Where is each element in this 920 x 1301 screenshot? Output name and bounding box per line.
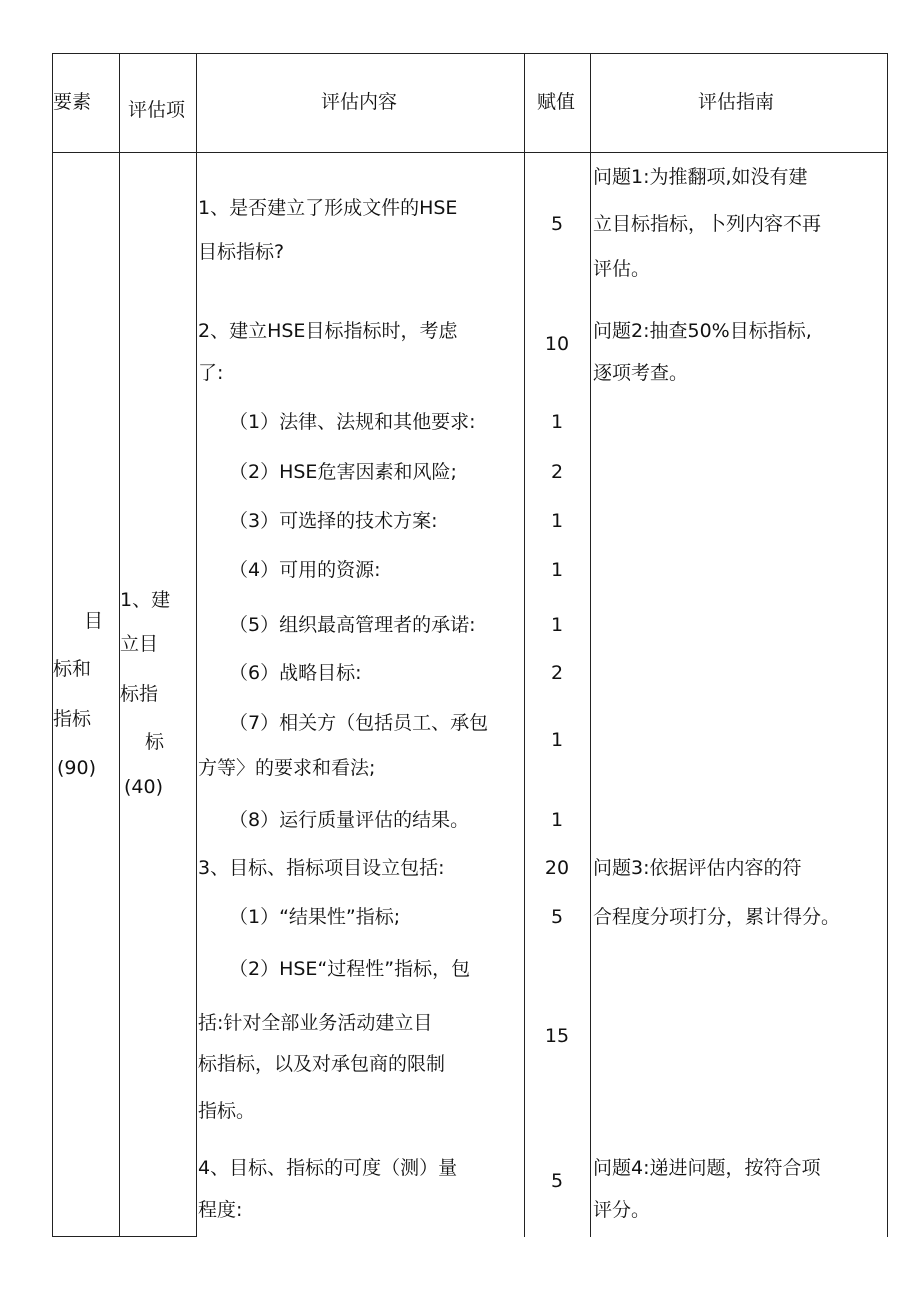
value-2: 10	[544, 333, 570, 355]
header-item: 评估项	[128, 99, 186, 121]
value-2-6: 2	[550, 662, 564, 684]
value-2-5: 1	[550, 614, 564, 636]
content-4-line-2: 程度:	[198, 1199, 243, 1221]
value-4: 5	[550, 1170, 564, 1192]
element-score: (90)	[57, 757, 97, 779]
header-content: 评估内容	[321, 91, 398, 113]
table-header-divider	[52, 152, 888, 153]
table-border-top	[52, 53, 888, 54]
guide-1-line-3: 评估。	[593, 258, 651, 280]
element-line-3: 指标	[53, 708, 92, 730]
value-2-3: 1	[550, 510, 564, 532]
content-2-1: （1）法律、法规和其他要求:	[229, 411, 476, 433]
header-guide: 评估指南	[698, 91, 775, 113]
item-score: (40)	[124, 776, 164, 798]
value-3-1: 5	[550, 906, 564, 928]
guide-3-line-1: 问题3:依据评估内容的符	[593, 857, 802, 879]
content-2-7-line-1: （7）相关方（包括员工、承包	[229, 712, 489, 734]
content-3-2-line-4: 指标。	[198, 1100, 256, 1122]
value-1: 5	[550, 213, 564, 235]
item-line-1: 1、建	[120, 589, 171, 611]
content-2-line-2: 了:	[198, 362, 224, 384]
guide-3-line-2: 合程度分项打分，累计得分。	[593, 906, 841, 928]
content-3-2-line-1: （2）HSE“过程性”指标，包	[229, 958, 471, 980]
content-2-8: （8）运行质量评估的结果。	[229, 809, 470, 831]
col-line-1	[52, 53, 53, 1237]
guide-4-line-1: 问题4:递进问题，按符合项	[593, 1157, 821, 1179]
header-element: 要素	[53, 91, 92, 113]
header-value: 赋值	[537, 91, 576, 113]
content-2-6: （6）战略目标:	[229, 662, 362, 684]
value-2-8: 1	[550, 809, 564, 831]
col-line-5	[590, 53, 591, 1237]
content-2-5: （5）组织最高管理者的承诺:	[229, 614, 476, 636]
content-2-7-line-2: 方等〉的要求和看法;	[198, 757, 376, 779]
table-bottom-line	[52, 1236, 197, 1237]
content-3-2-line-2: 括:针对全部业务活动建立目	[198, 1012, 433, 1034]
col-line-6	[887, 53, 888, 1237]
item-line-3: 标指	[120, 683, 159, 705]
item-line-4: 标	[145, 731, 165, 753]
content-2-4: （4）可用的资源:	[229, 559, 381, 581]
content-2-line-1: 2、建立HSE目标指标时，考虑	[198, 320, 458, 342]
content-4-line-1: 4、目标、指标的可度（测）量	[198, 1157, 458, 1179]
guide-1-line-2: 立目标指标，卜列内容不再	[593, 213, 822, 235]
item-line-2: 立目	[120, 633, 159, 655]
content-1-line-2: 目标指标?	[198, 241, 285, 263]
col-line-3	[196, 53, 197, 1237]
value-2-4: 1	[550, 559, 564, 581]
guide-4-line-2: 评分。	[593, 1199, 651, 1221]
element-line-1: 目	[84, 610, 104, 632]
content-3-2-line-3: 标指标，以及对承包商的限制	[198, 1053, 446, 1075]
value-2-1: 1	[550, 411, 564, 433]
guide-2-line-2: 逐项考查。	[593, 362, 689, 384]
element-line-2: 标和	[53, 658, 92, 680]
value-2-2: 2	[550, 461, 564, 483]
content-3-1: （1）“结果性”指标;	[229, 906, 401, 928]
content-2-3: （3）可选择的技术方案:	[229, 510, 438, 532]
guide-1-line-1: 问题1:为推翻项,如没有建	[593, 166, 808, 188]
value-3-2: 15	[544, 1025, 570, 1047]
guide-2-line-1: 问题2:抽查50%目标指标,	[593, 320, 812, 342]
content-2-2: （2）HSE危害因素和风险;	[229, 461, 457, 483]
value-3: 20	[544, 857, 570, 879]
content-3: 3、目标、指标项目设立包括:	[198, 857, 445, 879]
value-2-7: 1	[550, 729, 564, 751]
content-1-line-1: 1、是否建立了形成文件的HSE	[198, 197, 458, 219]
